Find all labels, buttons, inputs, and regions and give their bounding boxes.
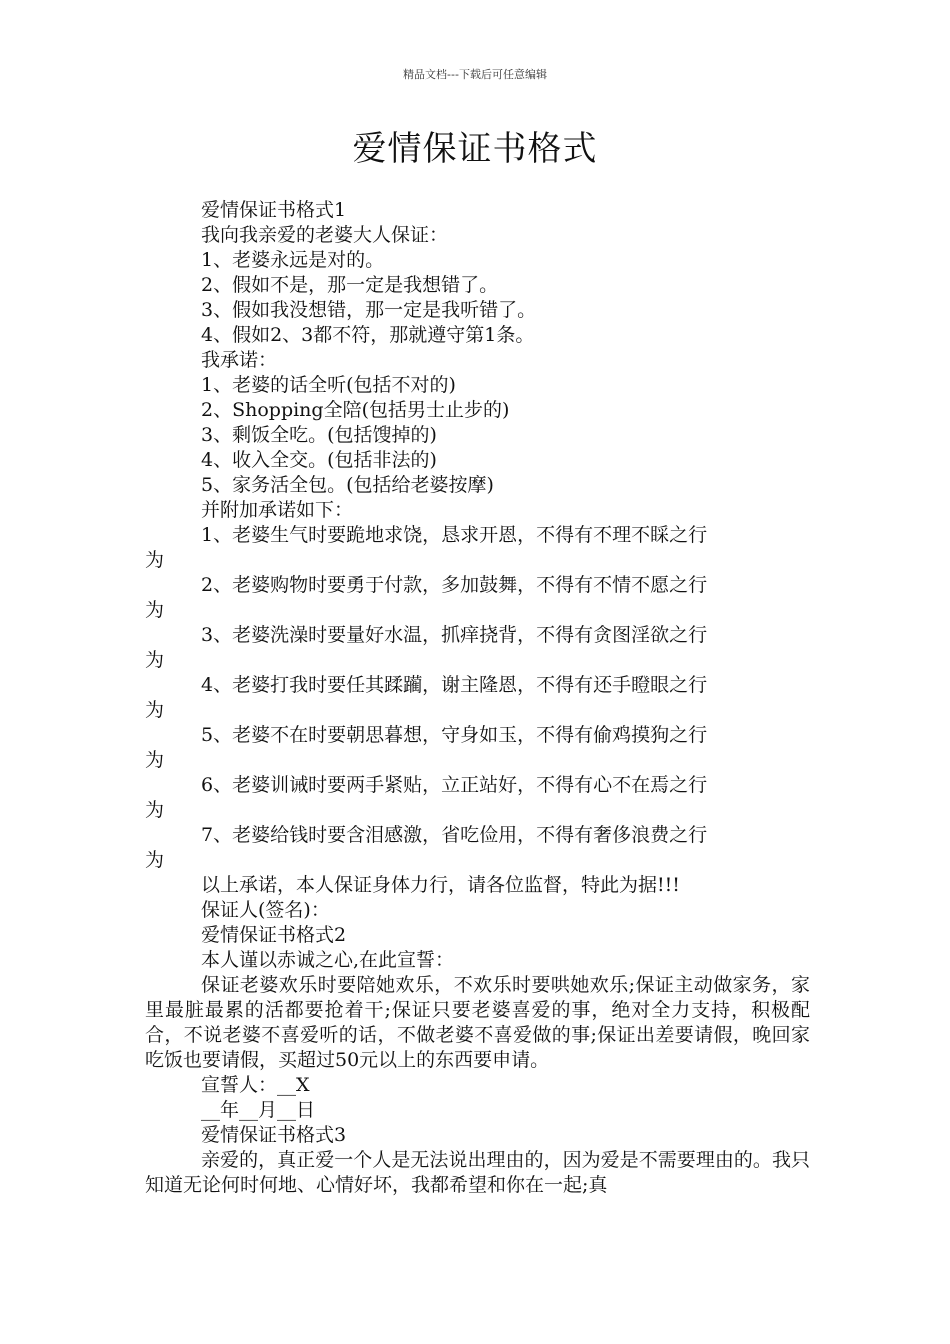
promise-item: 4、收入全交。(包括非法的) — [201, 449, 437, 471]
extra-promise-wrap: 为 — [145, 849, 165, 871]
extra-promise-text: 2、老婆购物时要勇于付款，多加鼓舞，不得有不情不愿之行 — [201, 574, 708, 596]
extra-promise-wrap: 为 — [145, 699, 165, 721]
extra-promise-text: 3、老婆洗澡时要量好水温，抓痒挠背，不得有贪图淫欲之行 — [201, 624, 708, 646]
extra-promise-text: 7、老婆给钱时要含泪感激，省吃俭用，不得有奢侈浪费之行 — [201, 824, 708, 846]
rule-item: 2、假如不是，那一定是我想错了。 — [201, 274, 499, 296]
signature-line: 保证人(签名)： — [201, 899, 330, 921]
extra-promise-text: 5、老婆不在时要朝思暮想，守身如玉，不得有偷鸡摸狗之行 — [201, 724, 708, 746]
extra-promise-item — [145, 823, 810, 873]
extra-promise-wrap: 为 — [145, 749, 165, 771]
promise-item: 3、剩饭全吃。(包括馊掉的) — [201, 424, 437, 446]
section3-paragraph: 亲爱的，真正爱一个人是无法说出理由的，因为爱是不需要理由的。我只知道无论何时何地、心情好坏，我都希望和你在一起;真 — [145, 1149, 810, 1196]
extra-promise-text: 6、老婆训诫时要两手紧贴，立正站好，不得有心不在焉之行 — [201, 774, 708, 796]
closing-statement: 以上承诺，本人保证身体力行，请各位监督，特此为据!!! — [201, 874, 680, 896]
extra-promise-wrap: 为 — [145, 649, 165, 671]
extra-promise-item — [145, 623, 810, 673]
section2-intro: 本人谨以赤诚之心,在此宣誓： — [201, 949, 455, 971]
date-line: __年__月__日 — [201, 1099, 316, 1121]
extra-promise-wrap: 为 — [145, 599, 165, 621]
rule-item: 1、老婆永远是对的。 — [201, 249, 385, 271]
extra-promise-item — [145, 523, 810, 573]
section3-heading: 爱情保证书格式3 — [201, 1124, 347, 1146]
section1-heading: 爱情保证书格式1 — [201, 199, 347, 221]
promise-item: 1、老婆的话全听(包括不对的) — [201, 374, 456, 396]
section1-intro: 我向我亲爱的老婆大人保证： — [201, 224, 449, 246]
extra-promise-item — [145, 773, 810, 823]
document-title: 爱情保证书格式 — [352, 129, 598, 169]
promise-heading: 我承诺： — [201, 349, 278, 371]
promise-item: 2、Shopping全陪(包括男士止步的) — [201, 399, 510, 421]
extra-heading: 并附加承诺如下： — [201, 499, 354, 521]
extra-promise-text: 4、老婆打我时要任其蹂躏，谢主隆恩，不得有还手瞪眼之行 — [201, 674, 708, 696]
extra-promise-item — [145, 723, 810, 773]
section2-paragraph: 保证老婆欢乐时要陪她欢乐，不欢乐时要哄她欢乐;保证主动做家务，家里最脏最累的活都要抢着干;保证只要老婆喜爱的事，绝对全力支持，积极配合，不说老婆不喜爱听的话，不做老婆不喜爱做的事;保证出差要请假，晚回家吃饭也要请假，买超过50元以上的东西要申请。 — [145, 974, 810, 1071]
extra-promise-wrap: 为 — [145, 799, 165, 821]
extra-promise-text: 1、老婆生气时要跪地求饶，恳求开恩，不得有不理不睬之行 — [201, 524, 708, 546]
section2-heading: 爱情保证书格式2 — [201, 924, 347, 946]
extra-promise-wrap: 为 — [145, 549, 165, 571]
oath-person-line: 宣誓人：__X — [201, 1074, 310, 1096]
promise-item: 5、家务活全包。(包括给老婆按摩) — [201, 474, 494, 496]
extra-promise-item — [145, 573, 810, 623]
document-body — [145, 198, 810, 1198]
page-header-note: 精品文档---下载后可任意编辑 — [403, 68, 547, 81]
rule-item: 3、假如我没想错，那一定是我听错了。 — [201, 299, 537, 321]
rule-item: 4、假如2、3都不符，那就遵守第1条。 — [201, 324, 535, 346]
extra-promise-item — [145, 673, 810, 723]
